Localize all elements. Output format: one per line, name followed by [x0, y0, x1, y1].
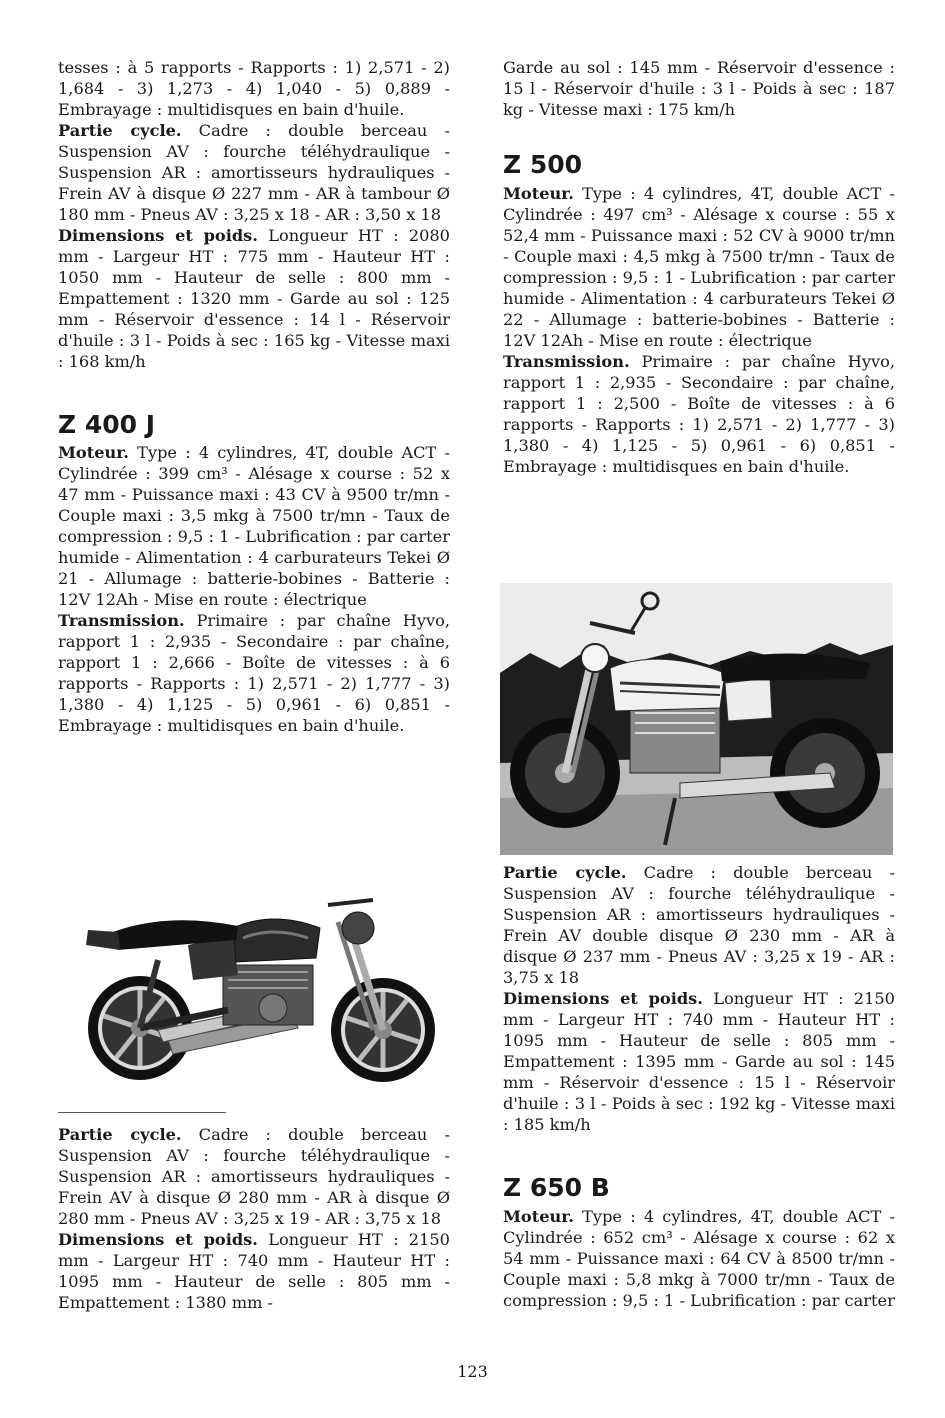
paragraph-moteur-z500: Moteur. Type : 4 cylindres, 4T, double ACT - Cylindrée : 497 cm³ - Alésage x course : 55 x 52,4 mm - Puissance maxi : 52 CV à 9000 tr/mn - Couple maxi : 4,5 mkg à 7500 tr/mn - Taux de compression : 9,5 : 1 - Lubrification : par carter humide - Alimentation : 4 carburateurs Tekei Ø 22 - Allumage : batterie-bobines - Batterie : 12V 12Ah - Mise en route : électrique	[503, 184, 895, 350]
paragraph-transmission: Transmission. Primaire : par chaîne Hyvo, rapport 1 : 2,935 - Secondaire : par chaîne, rapport 1 : 2,666 - Boîte de vitesses : à 6 rapports - Rapports : 1) 2,571 - 2) 1,777 - 3) 1,380 - 4) 1,125 - 5) 0,961 - 6) 0,851 - Embrayage : multidisques en bain d'huile.	[58, 611, 450, 735]
heading-z650b: Z 650 B	[503, 1173, 610, 1202]
paragraph-partie-cycle: Partie cycle. Cadre : double berceau - Suspension AV : fourche téléhydraulique - Suspension AR : amortisseurs hydrauliques - Frein AV à disque Ø 227 mm - AR à tambour Ø 180 mm - Pneus AV : 3,25 x 18 - AR : 3,50 x 18	[58, 121, 450, 224]
left-column-bottom	[58, 1124, 450, 1313]
label-partie-cycle-z500: Partie cycle.	[503, 863, 627, 882]
paragraph-gearbox-cont: tesses : à 5 rapports - Rapports : 1) 2,571 - 2) 1,684 - 3) 1,273 - 4) 1,040 - 5) 0,889 - Embrayage : multidisques en bain d'huile.	[58, 58, 450, 119]
heading-z500: Z 500	[503, 150, 583, 179]
label-dimensions-z500: Dimensions et poids.	[503, 989, 703, 1008]
paragraph-partie-cycle-z400j: Partie cycle. Cadre : double berceau - Suspension AV : fourche téléhydraulique - Suspension AR : amortisseurs hydrauliques - Frein AV à disque Ø 280 mm - AR à disque Ø 280 mm - Pneus AV : 3,25 x 19 - AR : 3,75 x 18	[58, 1125, 450, 1228]
paragraph-dimensions: Dimensions et poids. Longueur HT : 2080 mm - Largeur HT : 775 mm - Hauteur HT : 1050 mm - Hauteur de selle : 800 mm - Empattement : 1320 mm - Garde au sol : 125 mm - Réservoir d'essence : 14 l - Réservoir d'huile : 3 l - Poids à sec : 165 kg - Vitesse maxi : 168 km/h	[58, 226, 450, 371]
right-column	[503, 57, 895, 477]
motorcycle-illustration	[58, 840, 450, 1110]
motorcycle-outdoor-illustration	[500, 583, 893, 855]
right-column-bottom	[503, 862, 895, 1311]
paragraph-moteur-z650b: Moteur. Type : 4 cylindres, 4T, double ACT - Cylindrée : 652 cm³ - Alésage x course : 62 x 54 mm - Puissance maxi : 64 CV à 8500 tr/mn - Couple maxi : 5,8 mkg à 7000 tr/mn - Taux de compression : 9,5 : 1 - Lubrification : par carter	[503, 1207, 895, 1310]
label-moteur: Moteur.	[58, 443, 129, 462]
caption-divider	[58, 1112, 226, 1113]
label-moteur-z500: Moteur.	[503, 184, 574, 203]
paragraph-dimensions-z400j: Dimensions et poids. Longueur HT : 2150 mm - Largeur HT : 740 mm - Hauteur HT : 1095 mm - Hauteur de selle : 805 mm - Empattement : 1380 mm -	[58, 1230, 450, 1312]
label-transmission-z500: Transmission.	[503, 352, 630, 371]
paragraph-transmission-z500: Transmission. Primaire : par chaîne Hyvo, rapport 1 : 2,935 - Secondaire : par chaîne, rapport 1 : 2,500 - Boîte de vitesses : à 6 rapports - Rapports : 1) 2,571 - 2) 1,777 - 3) 1,380 - 4) 1,125 - 5) 0,961 - 6) 0,851 - Embrayage : multidisques en bain d'huile.	[503, 352, 895, 476]
label-partie-cycle: Partie cycle.	[58, 121, 182, 140]
heading-z400j: Z 400 J	[58, 410, 156, 439]
paragraph-partie-cycle-z500: Partie cycle. Cadre : double berceau - Suspension AV : fourche téléhydraulique - Suspension AR : amortisseurs hydrauliques - Frein AV double disque Ø 230 mm - AR à disque Ø 237 mm - Pneus AV : 3,25 x 19 - AR : 3,75 x 18	[503, 863, 895, 987]
label-dimensions-z400j: Dimensions et poids.	[58, 1230, 258, 1249]
label-moteur-z650b: Moteur.	[503, 1207, 574, 1226]
paragraph-moteur: Moteur. Type : 4 cylindres, 4T, double ACT - Cylindrée : 399 cm³ - Alésage x course : 52 x 47 mm - Puissance maxi : 43 CV à 9500 tr/mn - Couple maxi : 3,5 mkg à 7500 tr/mn - Taux de compression : 9,5 : 1 - Lubrification : par carter humide - Alimentation : 4 carburateurs Tekei Ø 21 - Allumage : batterie-bobines - Batterie : 12V 12Ah - Mise en route : électrique	[58, 443, 450, 609]
page-number: 123	[457, 1362, 488, 1381]
motorcycle-photo-z500	[500, 583, 893, 855]
paragraph-dimensions-z500: Dimensions et poids. Longueur HT : 2150 mm - Largeur HT : 740 mm - Hauteur HT : 1095 mm - Hauteur de selle : 805 mm - Empattement : 1395 mm - Garde au sol : 145 mm - Réservoir d'essence : 15 l - Réservoir d'huile : 3 l - Poids à sec : 192 kg - Vitesse maxi : 185 km/h	[503, 989, 895, 1134]
label-transmission: Transmission.	[58, 611, 185, 630]
label-dimensions: Dimensions et poids.	[58, 226, 258, 245]
left-column	[58, 57, 450, 736]
paragraph-garde-au-sol: Garde au sol : 145 mm - Réservoir d'essence : 15 l - Réservoir d'huile : 3 l - Poids à sec : 187 kg - Vitesse maxi : 175 km/h	[503, 58, 895, 119]
label-partie-cycle-z400j: Partie cycle.	[58, 1125, 182, 1144]
motorcycle-photo-z400j	[58, 840, 450, 1110]
